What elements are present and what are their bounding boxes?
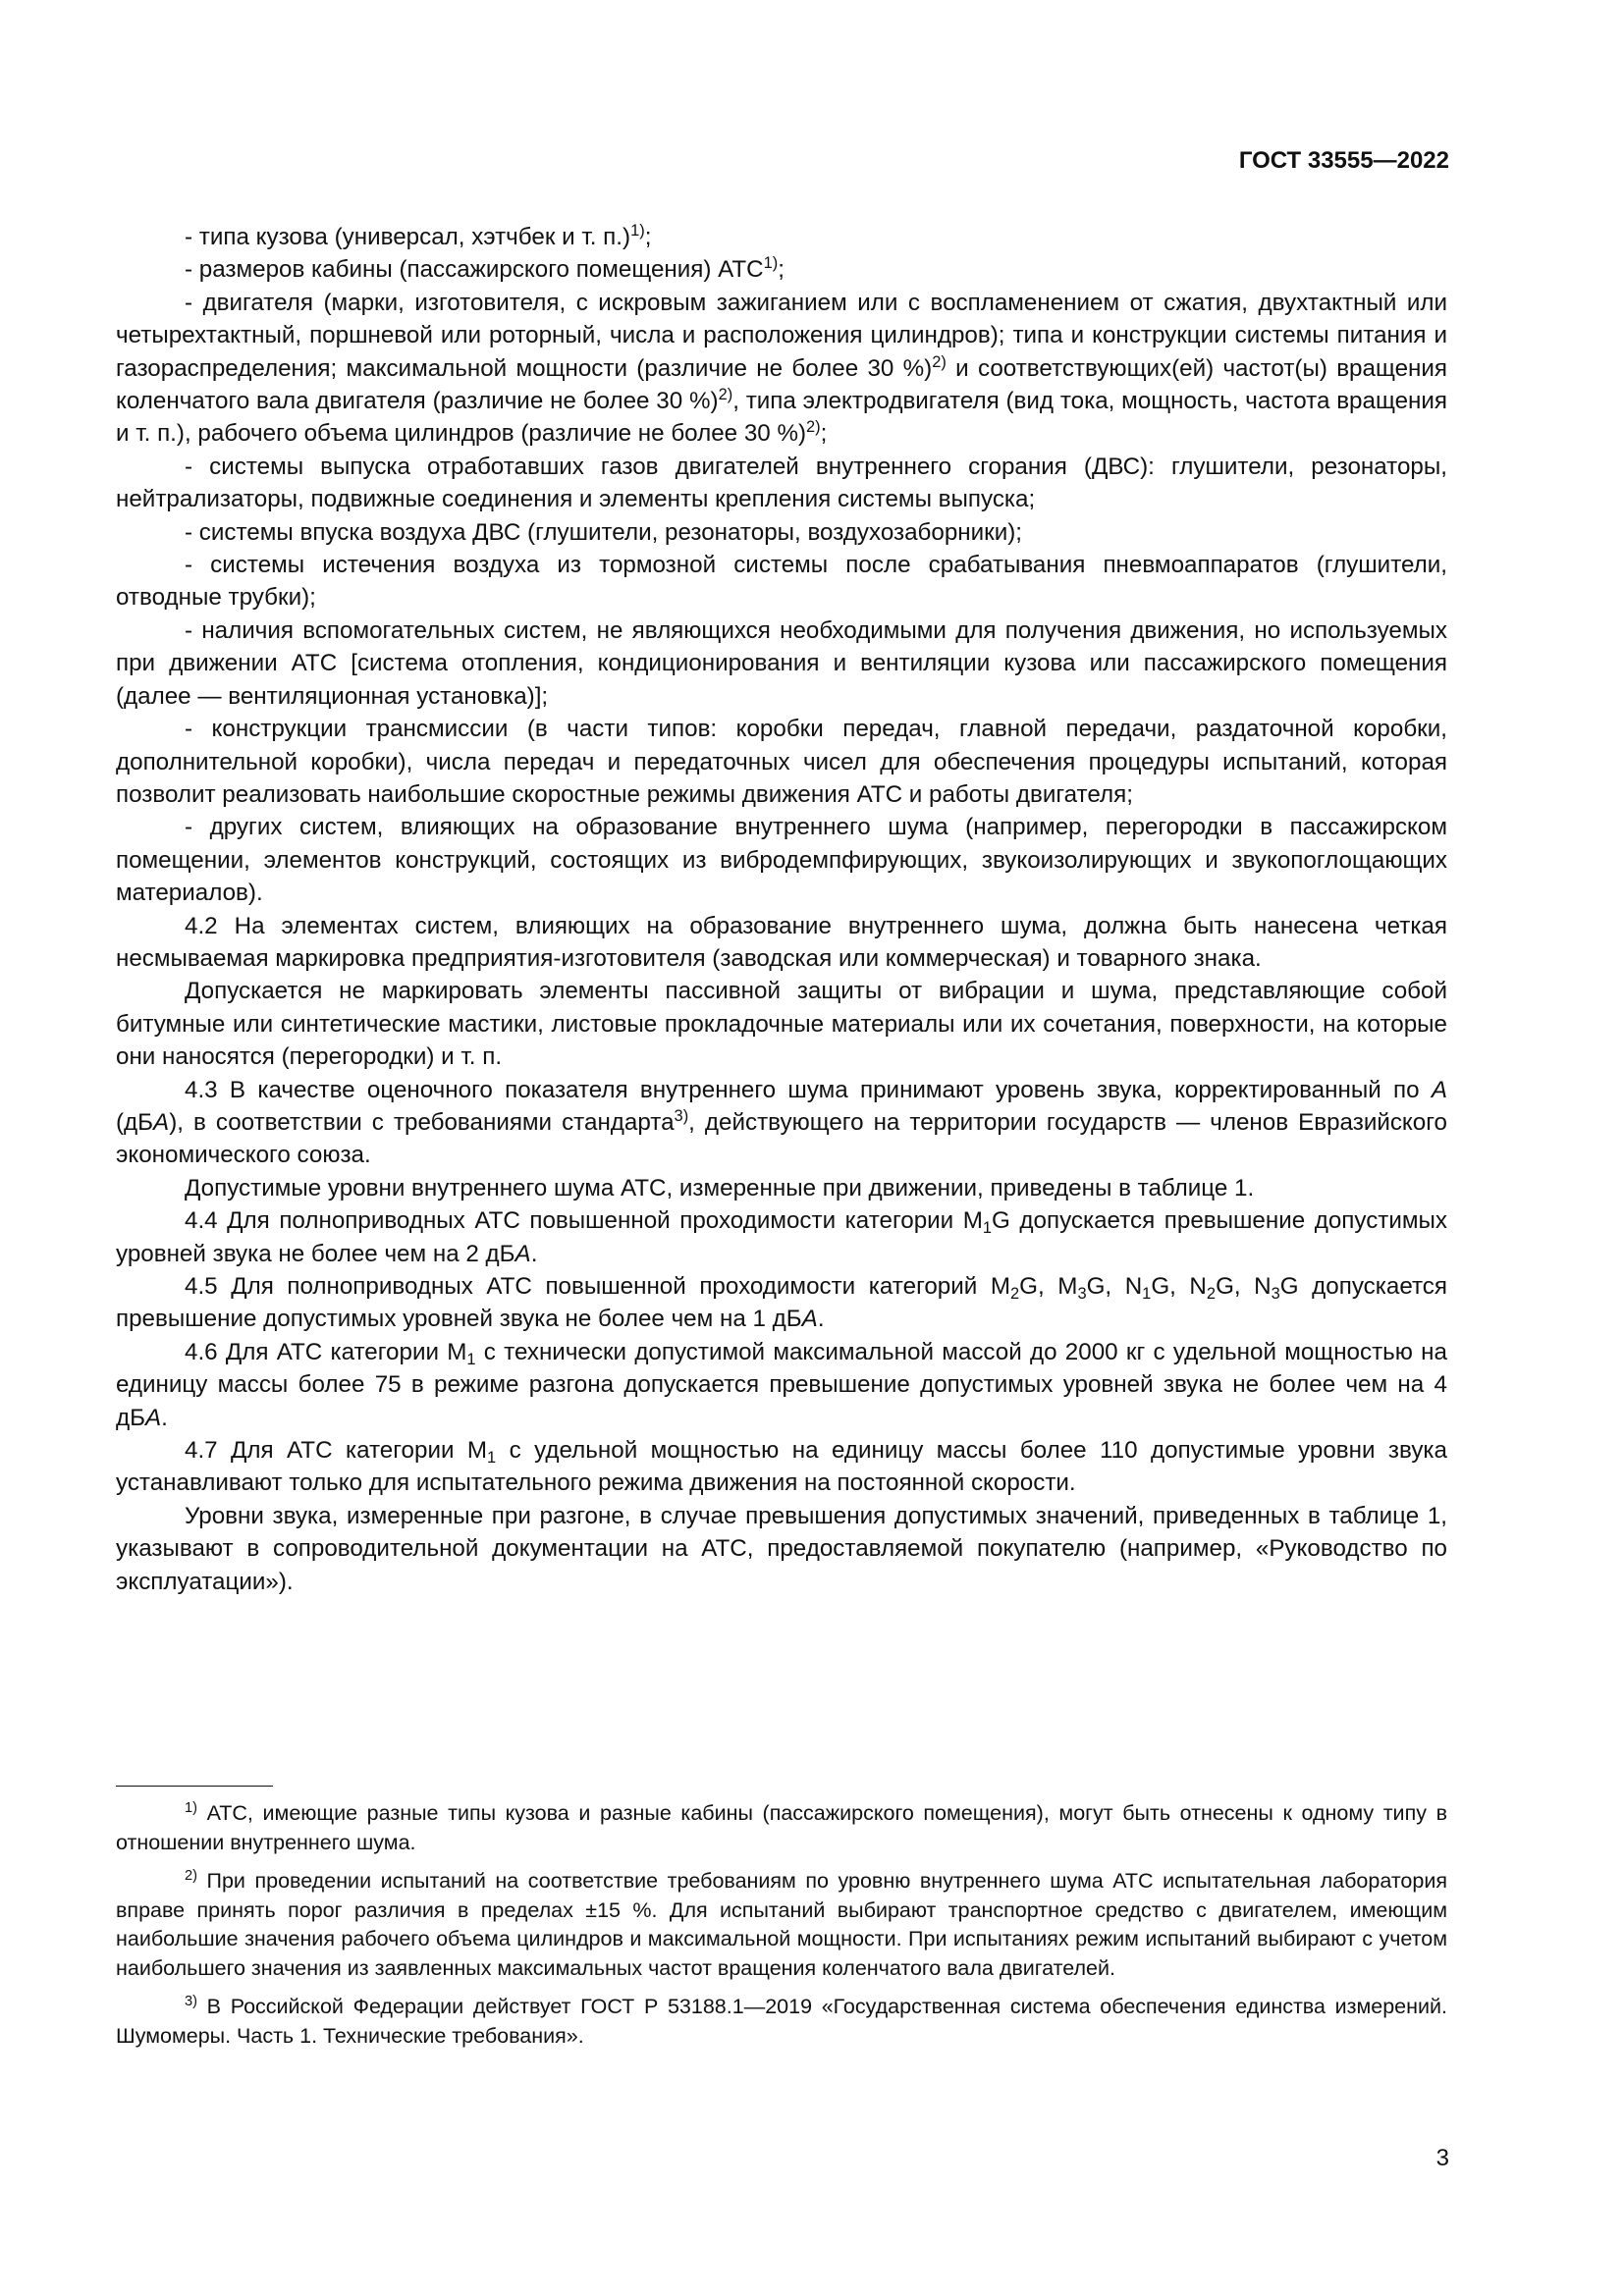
body-paragraph: - наличия вспомогательных систем, не являющихся необходимыми для получения движения, но используемых при движении АТС [система отопления, кондиционирования и вентиляции кузова или пассажирского помещения (далее — вентиляционная установка)]; <box>116 616 1447 710</box>
body-paragraph: - типа кузова (универсал, хэтчбек и т. п.)$^{1)}$; <box>185 221 652 250</box>
body-paragraph: 4.2 На элементах систем, влияющих на образование внутреннего шума, должна быть нанесена четкая несмываемая маркировка предприятия-изготовителя (заводская или коммерческая) и товарного знака. <box>116 912 1447 972</box>
body-paragraph: 4.7 Для АТС категории $М_1$ с удельной мощностью на единицу массы более 110 допустимые уровни звука устанавливают только для испытательного режима движения на постоянной скорости. <box>116 1437 1447 1497</box>
body-paragraph: - других систем, влияющих на образование внутреннего шума (например, перегородки в пассажирском помещении, элементов конструкций, состоящих из вибродемпфирующих, звукоизолирующих и звукопоглощающих материалов). <box>116 814 1447 907</box>
document-header: ГОСТ 33555—2022 <box>1238 147 1449 174</box>
footnotes <box>116 1799 1447 2060</box>
footnote: $^{2)}$ При проведении испытаний на соответствие требованиям по уровню внутреннего шума АТС испытательная лаборатория вправе принять порог различия в пределах ±15 %. Для испытаний выбирают транспортное средство с двигателем, имеющим наибольшие значения рабочего объема цилиндров и максимальной мощности. При испытаниях режим испытаний выбирают с учетом наибольшего значения из заявленных максимальных частот вращения коленчатого вала двигателей. <box>116 1867 1447 1980</box>
body-paragraph: - двигателя (марки, изготовителя, с искровым зажиганием или с воспламенением от сжатия, двухтактный или четырехтактный, поршневой или роторный, числа и расположения цилиндров); типа и конструкции системы питания и газораспределения; максимальной мощности (различие не более 30 %)$^{2)}$ и соответствующих(ей) частот(ы) вращения коленчатого вала двигателя (различие не более 30 %)$^{2)}$, типа электродвигателя (вид тока, мощность, частота вращения и т. п.), рабочего объема цилиндров (различие не более 30 %)$^{2)}$; <box>116 289 1447 448</box>
body-paragraph: - размеров кабины (пассажирского помещения) АТС$^{1)}$; <box>185 254 785 284</box>
body-paragraph: - системы выпуска отработавших газов двигателей внутреннего сгорания (ДВС): глушители, резонаторы, нейтрализаторы, подвижные соединения и элементы крепления системы выпуска; <box>116 453 1447 513</box>
footnote-separator <box>116 1786 273 1787</box>
body-paragraph: - системы истечения воздуха из тормозной системы после срабатывания пневмоаппаратов (глушители, отводные трубки); <box>116 552 1447 612</box>
footnote: $^{1)}$ АТС, имеющие разные типы кузова и разные кабины (пассажирского помещения), могут быть отнесены к одному типу в отношении внутреннего шума. <box>116 1799 1447 1854</box>
page-number: 3 <box>1435 2145 1449 2171</box>
body-text <box>116 221 1447 1598</box>
body-paragraph: Уровни звука, измеренные при разгоне, в случае превышения допустимых значений, приведенных в таблице 1, указывают в сопроводительной документации на АТС, предоставляемой покупателю (например, «Руководство по эксплуатации»). <box>116 1502 1447 1595</box>
body-paragraph: 4.4 Для полноприводных АТС повышенной проходимости категории $М_1G$ допускается превышение допустимых уровней звука не более чем на 2 дБА. <box>116 1207 1448 1267</box>
body-paragraph: 4.3 В качестве оценочного показателя внутреннего шума принимают уровень звука, корректированный по А (дБА), в соответствии с требованиями стандарта$^{3)}$, действующего на территории государств — членов Евразийского экономического союза. <box>116 1076 1447 1169</box>
body-paragraph: Допустимые уровни внутреннего шума АТС, измеренные при движении, приведены в таблице 1. <box>185 1174 1255 1201</box>
body-paragraph: - конструкции трансмиссии (в части типов: коробки передач, главной передачи, раздаточной коробки, дополнительной коробки), числа передач и передаточных чисел для обеспечения процедуры испытаний, которая позволит реализовать наибольшие скоростные режимы движения АТС и работы двигателя; <box>116 716 1447 808</box>
body-paragraph: 4.5 Для полноприводных АТС повышенной проходимости категорий $М_2G$, $М_3G$, $N_1G$, $N_2G$, $N_3G$ допускается превышение допустимых уровней звука не более чем на 1 дБА. <box>116 1273 1447 1333</box>
footnote: $^{3)}$ В Российской Федерации действует ГОСТ Р 53188.1—2019 «Государственная система обеспечения единства измерений. Шумомеры. Часть 1. Технические требования». <box>116 1993 1447 2048</box>
body-paragraph: Допускается не маркировать элементы пассивной защиты от вибрации и шума, представляющие собой битумные или синтетические мастики, листовые прокладочные материалы или их сочетания, поверхности, на которые они наносятся (перегородки) и т. п. <box>116 978 1447 1071</box>
body-paragraph: 4.6 Для АТС категории $М_1$ с технически допустимой максимальной массой до 2000 кг с удельной мощностью на единицу массы более 75 в режиме разгона допускается превышение допустимых уровней звука не более чем на 4 дБА. <box>116 1338 1447 1431</box>
body-paragraph: - системы впуска воздуха ДВС (глушители, резонаторы, воздухозаборники); <box>185 518 1023 546</box>
